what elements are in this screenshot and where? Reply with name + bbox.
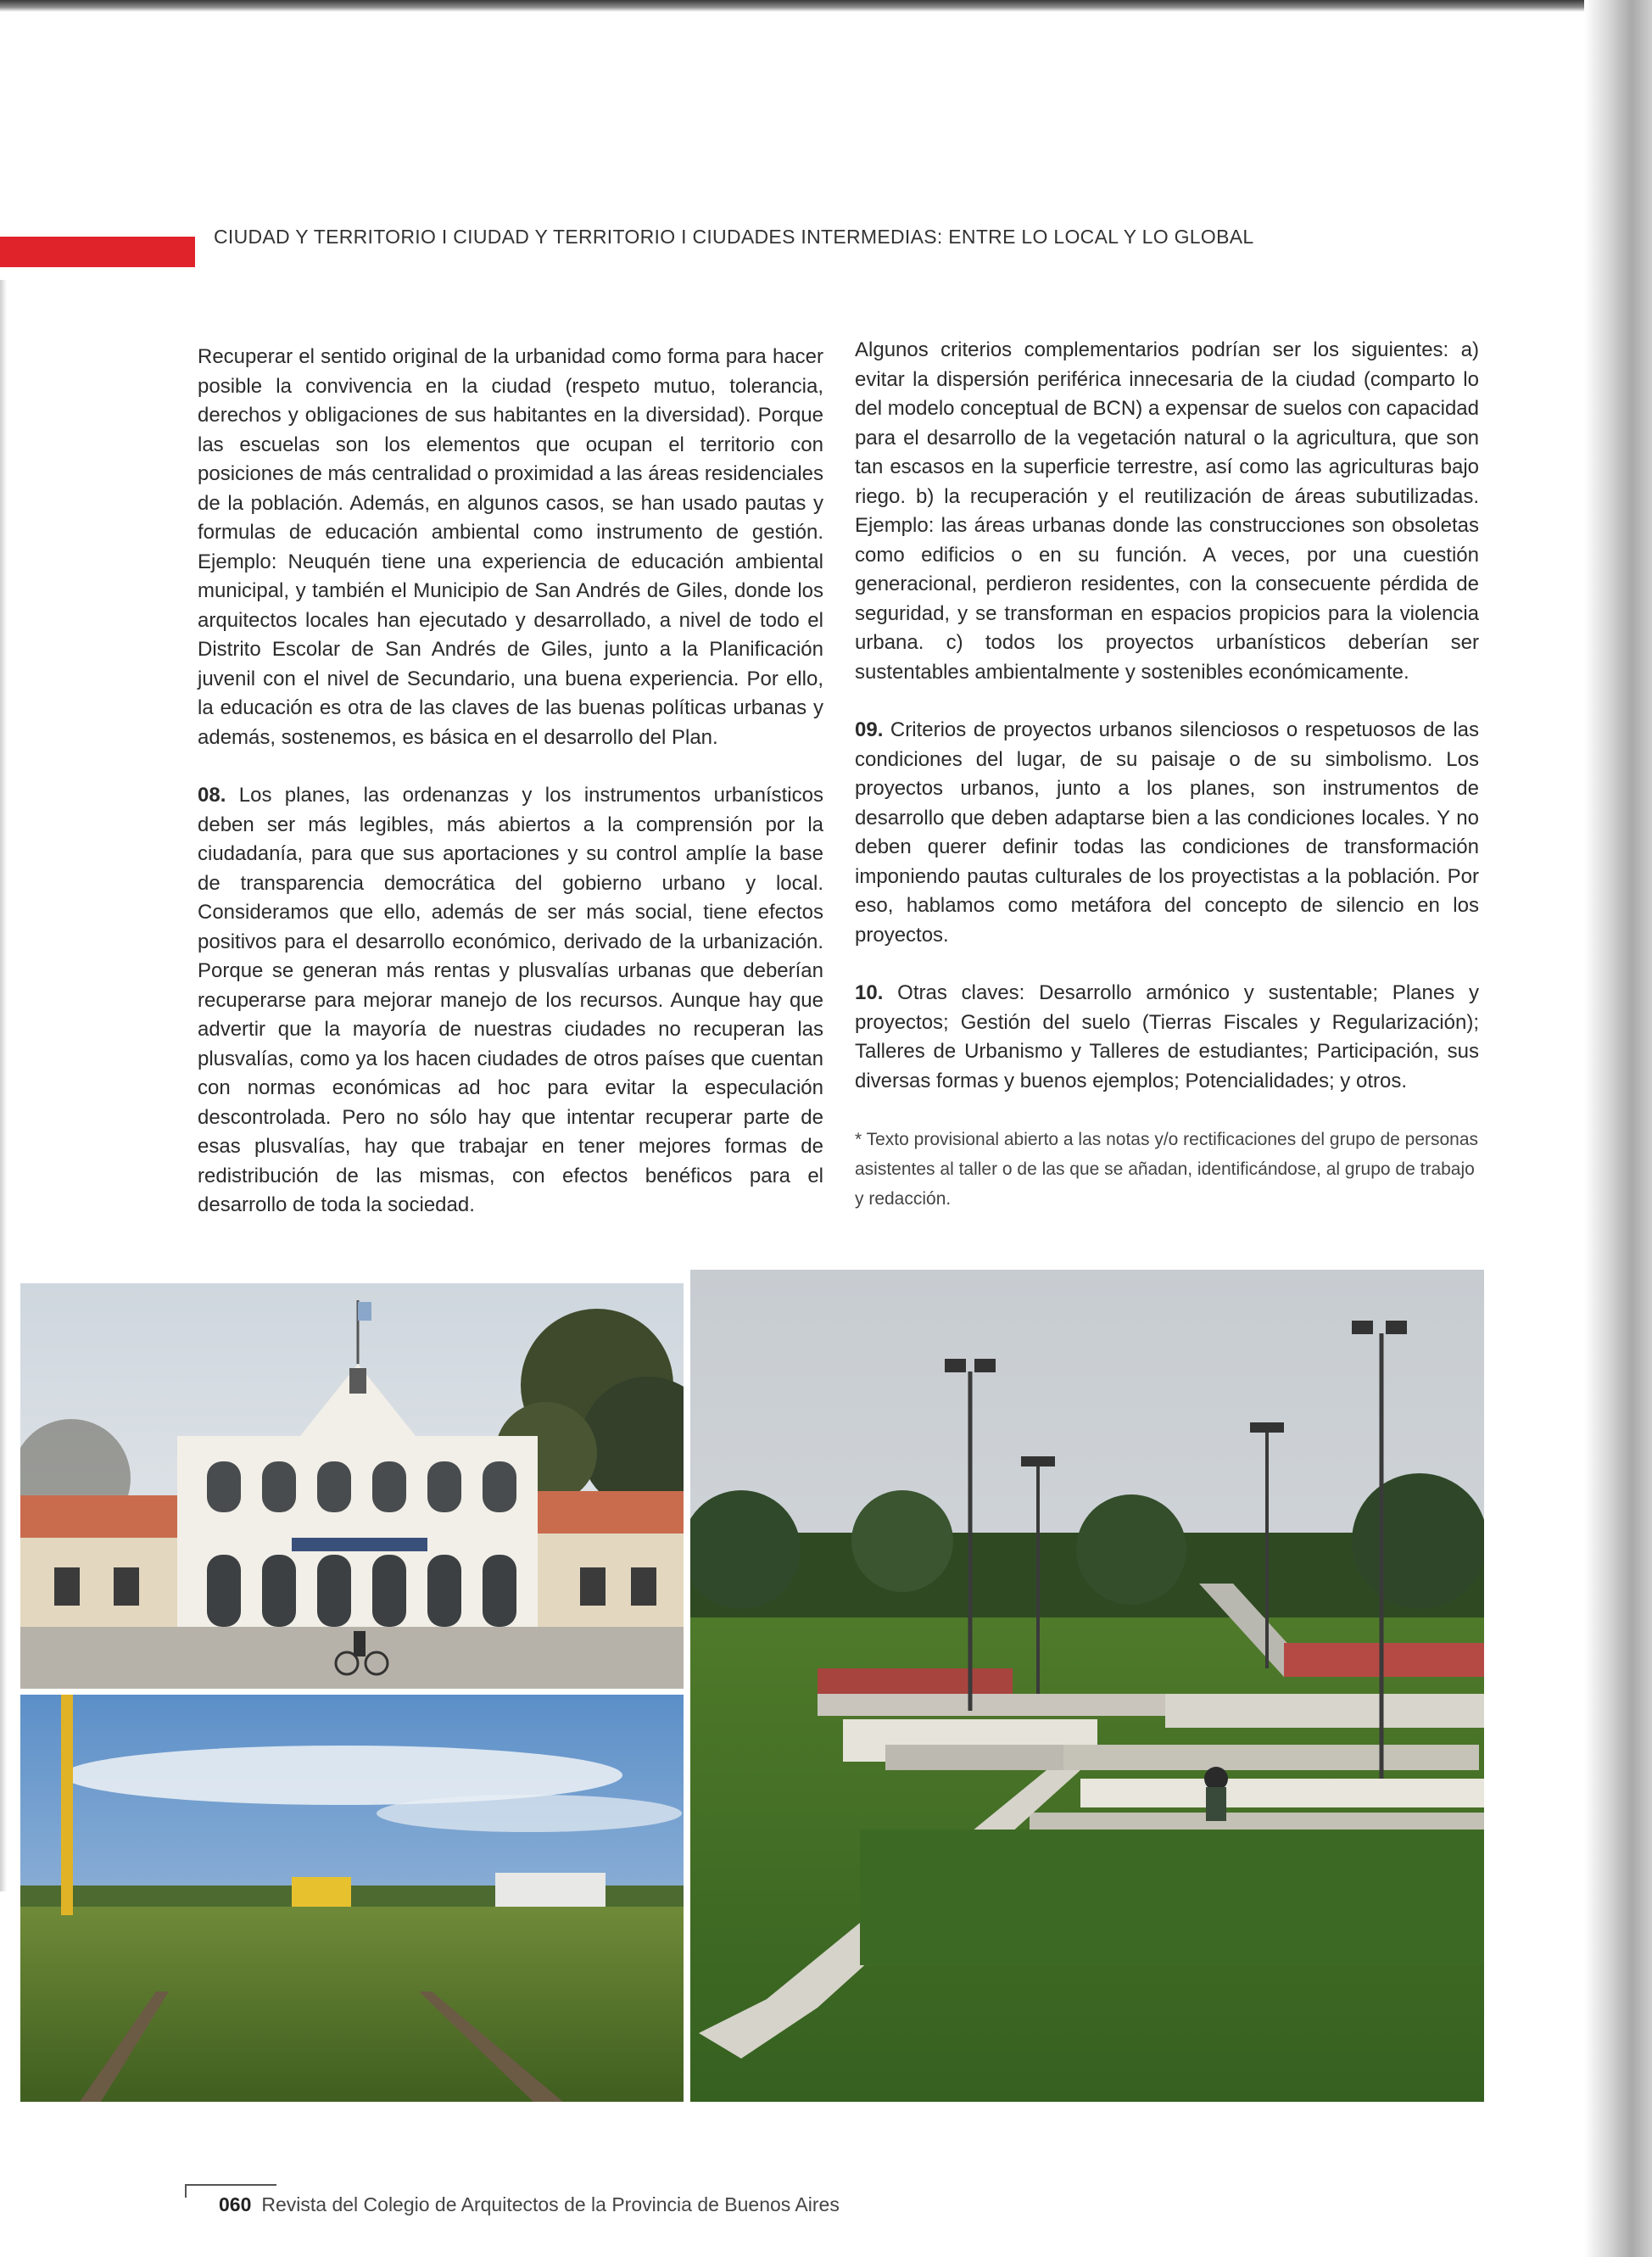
page-footer [219, 2193, 840, 2216]
publication-title: Revista del Colegio de Arquitectos de la Provincia de Buenos Aires [261, 2193, 840, 2215]
page-gutter-shadow [1584, 0, 1652, 2257]
photo-cabildo-building [20, 1283, 684, 1689]
footnote: * Texto provisional abierto a las notas y/o rectificaciones del grupo de personas asistentes al taller o de las que se añadan, identificándose, al grupo de trabajo y redacción. [855, 1130, 1479, 1209]
paragraph-criterios: Algunos criterios complementarios podrían ser los siguientes: a) evitar la dispersión periférica innecesaria de la ciudad (comparto lo del modelo conceptual de BCN) a expensar de suelos con capacidad para el desarrollo de la vegetación natural o la agricultura, que son tan escasos en la superficie terrestre, así como las agriculturas bajo riego. b) la recuperación y el reutilización de áreas subutilizadas. Ejemplo: las áreas urbanas donde las construcciones son obsoletas como edificios o en su función. A veces, por una cuestión generacional, perdieron residentes, con la consecuente pérdida de seguridad, y se transforman en espacios propicios para la violencia urbana. c) todos los proyectos urbanísticos deberían ser sustentables ambientalmente y sostenibles económicamente. [855, 338, 1479, 684]
section-accent-bar [0, 237, 195, 267]
paragraph-body: Criterios de proyectos urbanos silenciosos o respetuosos de las condiciones del lugar, de su paisaje o de su simbolismo. Los proyectos urbanos, junto a los planes, son instrumentos de desarrollo que deben adaptarse bien a las condiciones locales. Y no deben querer definir todas las condiciones de transformación imponiendo pautas culturales de los proyectistas a la población. Por eso, hablamos como metáfora del concepto de silencio en los proyectos. [855, 718, 1479, 947]
paragraph-body: Otras claves: Desarrollo armónico y sustentable; Planes y proyectos; Gestión del suelo (Tierras Fiscales y Regularización); Talleres de Urbanismo y Talleres de estudiantes; Participación, sus diversas formas y buenos ejemplos; Potencialidades; y otros. [855, 981, 1479, 1092]
right-text-column [855, 336, 1479, 1243]
footer-tick [185, 2184, 187, 2198]
photo-railway-field [20, 1695, 684, 2102]
section-header: CIUDAD Y TERRITORIO I CIUDAD Y TERRITORIO I CIUDADES INTERMEDIAS: ENTRE LO LOCAL Y LO GLOBAL [214, 226, 1254, 248]
paragraph-10 [855, 979, 1479, 1096]
paragraph-urbanidad: Recuperar el sentido original de la urbanidad como forma para hacer posible la convivencia en la ciudad (respeto mutuo, tolerancia, derechos y obligaciones de sus habitantes en la diversidad). Porque las escuelas son los elementos que ocupan el territorio con posiciones de más centralidad o proximidad a las áreas residenciales de la población. Además, en algunos casos, se han usado pautas y formulas de educación ambiental como instrumento de gestión. Ejemplo: Neuquén tiene una experiencia de educación ambiental municipal, y también el Municipio de San Andrés de Giles, donde los arquitectos locales han ejecutado y desarrollado, a nivel de todo el Distrito Escolar de San Andrés de Giles, junto a la Planificación juvenil con el nivel de Secundario, una buena experiencia. Por ello, la educación es otra de las claves de las buenas políticas urbanas y además, sostenemos, es básica en el desarrollo del Plan. [198, 345, 823, 749]
photo-urban-park [690, 1270, 1484, 2102]
left-text-column [198, 343, 823, 1249]
page-number: 060 [219, 2193, 252, 2215]
footer-rule [185, 2184, 276, 2186]
paragraph-number: 08. [198, 784, 226, 807]
paragraph-number: 09. [855, 718, 884, 741]
paragraph-08 [198, 781, 823, 1221]
paragraph-body: Los planes, las ordenanzas y los instrumentos urbanísticos deben ser más legibles, más abiertos a la comprensión por la ciudadanía, para que sus aportaciones y su control amplíe la base de transparencia democrática del gobierno urbano y local. Consideramos que ello, además de ser más social, tiene efectos positivos para el desarrollo económico, derivado de la urbanización. Porque se generan más rentas y plusvalías urbanas que deberían recuperarse para mejorar manejo de los recursos. Aunque hay que advertir que la mayoría de nuestras ciudades no recuperan las plusvalías, como ya los hacen ciudades de otros países que cuentan con normas económicas ad hoc para evitar la especulación descontrolada. Pero no sólo hay que intentar recuperar parte de esas plusvalías, hay que trabajar en tener mejores formas de redistribución de las mismas, con efectos benéficos para el desarrollo de toda la sociedad. [198, 784, 823, 1216]
paragraph-09 [855, 716, 1479, 950]
page-top-shadow [0, 0, 1652, 12]
paragraph-number: 10. [855, 981, 884, 1004]
page-left-edge [0, 280, 7, 1891]
